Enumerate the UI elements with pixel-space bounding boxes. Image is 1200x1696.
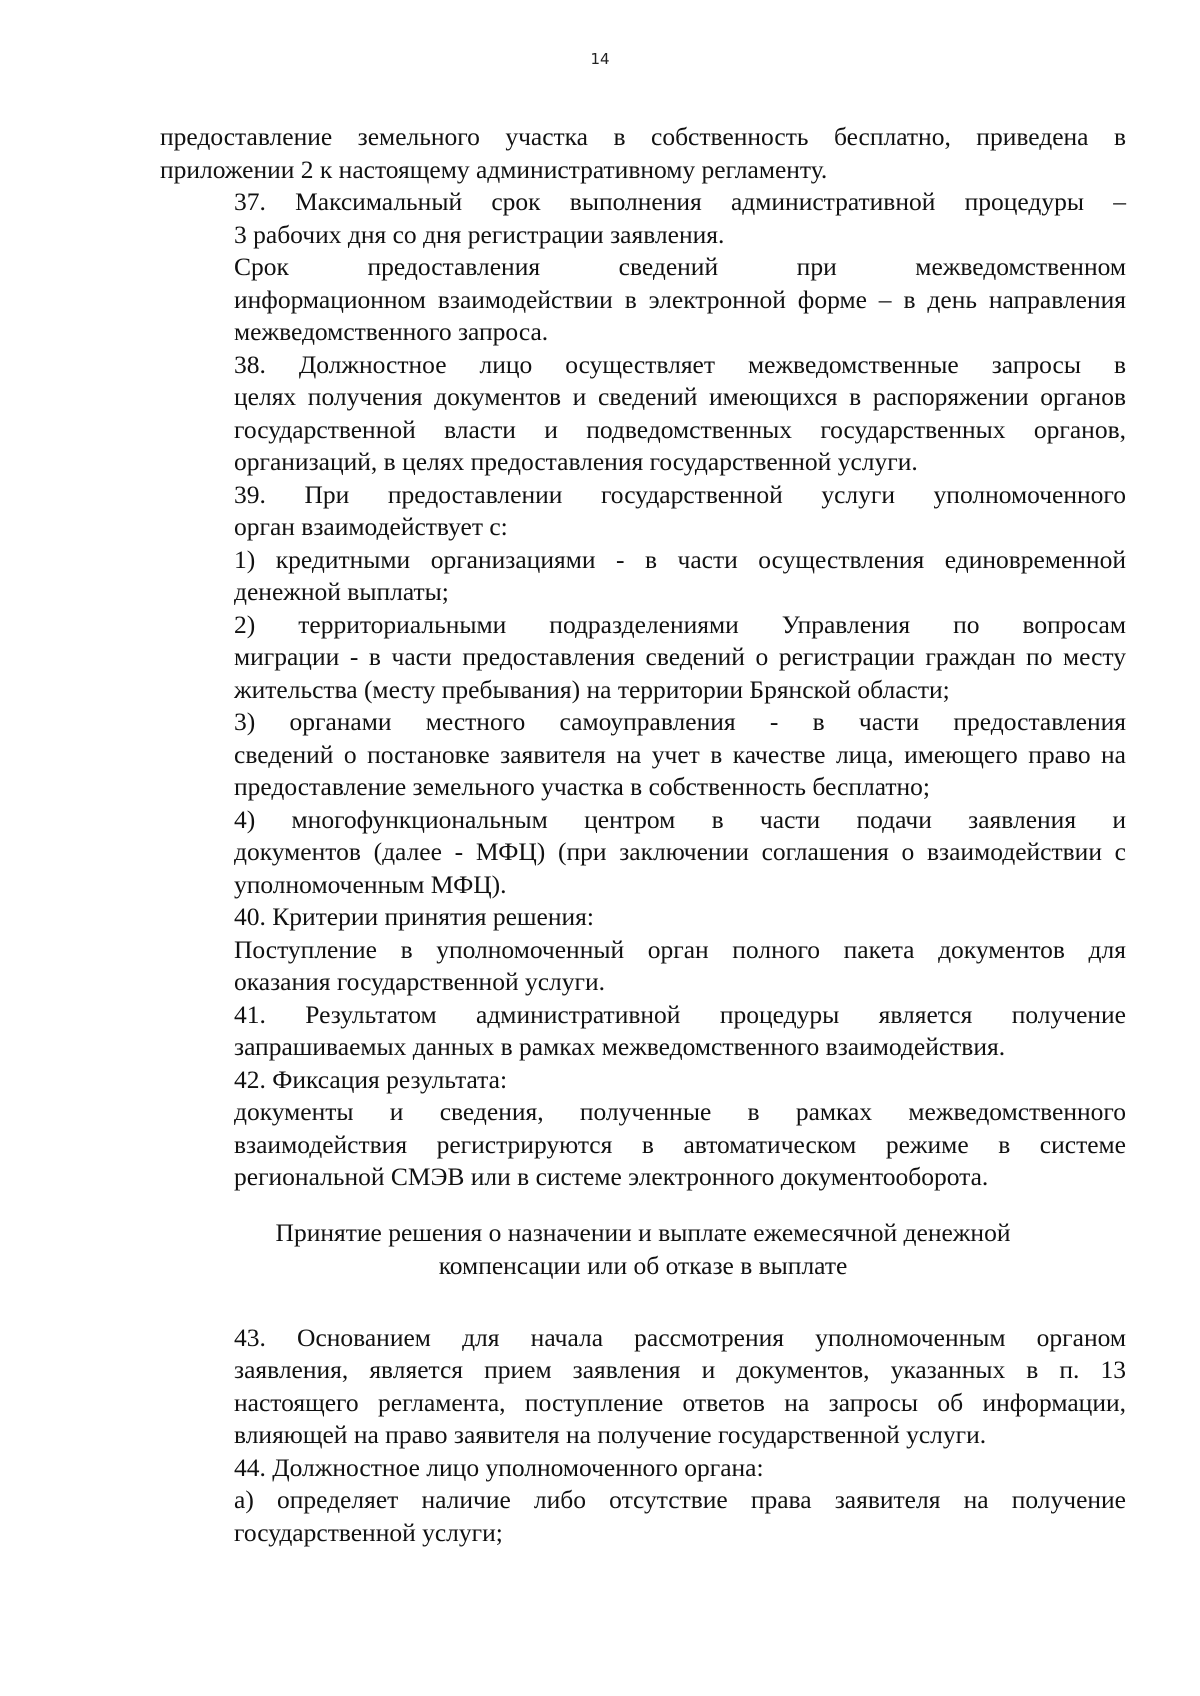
paragraph-p39-4 <box>160 804 1126 902</box>
text-line: 3 рабочих дня со дня регистрации заявления. <box>234 219 725 249</box>
paragraph-p44 <box>160 1452 1126 1485</box>
text-line: 40. Критерии принятия решения: <box>234 902 594 931</box>
text-line: 37. Максимальный срок выполнения административной процедуры – <box>234 187 1126 216</box>
text-line: документов (далее - МФЦ) (при заключении соглашения о взаимодействии с <box>234 837 1126 866</box>
paragraph-p39 <box>160 479 1126 544</box>
paragraph-p40 <box>160 901 1126 934</box>
text-line: орган взаимодействует с: <box>234 512 508 541</box>
text-line: 41. Результатом административной процедуры является получение <box>234 999 1126 1029</box>
text-line: 4) многофункциональным центром в части подачи заявления и <box>234 804 1126 834</box>
paragraph-p39-3 <box>160 706 1126 804</box>
paragraph-p40b <box>160 934 1126 999</box>
text-line: 44. Должностное лицо уполномоченного органа: <box>234 1452 764 1482</box>
text-line: целях получения документов и сведений имеющихся в распоряжении органов <box>234 382 1126 411</box>
text-line: настоящего регламента, поступление ответов на запросы об информации, <box>234 1387 1126 1417</box>
paragraph-p42 <box>160 1064 1126 1097</box>
paragraphs-after-heading <box>160 1322 1126 1550</box>
text-line: 43. Основанием для начала рассмотрения уполномоченным органом <box>234 1322 1126 1352</box>
text-line: информационном взаимодействии в электронной форме – в день направления <box>234 284 1126 314</box>
text-line: оказания государственной услуги. <box>234 967 605 996</box>
paragraph-p-cont <box>160 121 1126 186</box>
text-line: взаимодействия регистрируются в автоматическом режиме в системе <box>234 1129 1126 1159</box>
heading-line: Принятие решения о назначении и выплате ежемесячной денежной <box>275 1217 1011 1247</box>
text-line: влияющей на право заявителя на получение государственной услуги. <box>234 1420 987 1449</box>
paragraphs-before-heading <box>160 121 1126 1194</box>
document-body <box>160 121 1126 1549</box>
text-line: 39. При предоставлении государственной услуги уполномоченного <box>234 479 1126 509</box>
text-line: 42. Фиксация результата: <box>234 1064 508 1094</box>
paragraph-p42b <box>160 1096 1126 1194</box>
text-line: миграции - в части предоставления сведений о регистрации граждан по месту <box>234 642 1126 671</box>
text-line: 3) органами местного самоуправления - в части предоставления <box>234 707 1126 736</box>
text-line: денежной выплаты; <box>234 577 449 606</box>
text-line: 1) кредитными организациями - в части осуществления единовременной <box>234 544 1126 574</box>
text-line: а) определяет наличие либо отсутствие права заявителя на получение <box>234 1485 1126 1514</box>
text-line: предоставление земельного участка в собственность бесплатно, приведена в <box>160 122 1126 151</box>
paragraph-p38 <box>160 349 1126 479</box>
text-line: документы и сведения, полученные в рамках межведомственного <box>234 1097 1126 1126</box>
text-line: Срок предоставления сведений при межведомственном <box>234 252 1126 281</box>
text-line: региональной СМЭВ или в системе электронного документооборота. <box>234 1162 989 1191</box>
paragraph-p39-2 <box>160 609 1126 707</box>
heading-line: компенсации или об отказе в выплате <box>438 1250 848 1280</box>
text-line: сведений о постановке заявителя на учет в качестве лица, имеющего право на <box>234 739 1126 769</box>
text-line: 38. Должностное лицо осуществляет межведомственные запросы в <box>234 349 1126 379</box>
paragraph-p39-1 <box>160 544 1126 609</box>
text-line: приложении 2 к настоящему административному регламенту. <box>160 154 828 184</box>
paragraph-p41 <box>160 999 1126 1064</box>
text-line: государственной услуги; <box>234 1517 503 1547</box>
text-line: запрашиваемых данных в рамках межведомственного взаимодействия. <box>234 1032 1006 1061</box>
paragraph-p37b <box>160 251 1126 349</box>
text-line: 2) территориальными подразделениями Управления по вопросам <box>234 609 1126 639</box>
text-line: жительства (месту пребывания) на территории Брянской области; <box>234 674 950 704</box>
section-heading <box>160 1216 1126 1282</box>
paragraph-p44a <box>160 1484 1126 1549</box>
text-line: уполномоченным МФЦ). <box>234 869 507 899</box>
text-line: предоставление земельного участка в собственность бесплатно; <box>234 772 930 801</box>
paragraph-p43 <box>160 1322 1126 1452</box>
text-line: государственной власти и подведомственных государственных органов, <box>234 414 1126 444</box>
paragraph-p37 <box>160 186 1126 251</box>
text-line: заявления, является прием заявления и документов, указанных в п. 13 <box>234 1355 1126 1384</box>
page-number: 14 <box>590 50 610 68</box>
text-line: межведомственного запроса. <box>234 317 549 346</box>
text-line: Поступление в уполномоченный орган полного пакета документов для <box>234 934 1126 964</box>
text-line: организаций, в целях предоставления государственной услуги. <box>234 447 918 476</box>
